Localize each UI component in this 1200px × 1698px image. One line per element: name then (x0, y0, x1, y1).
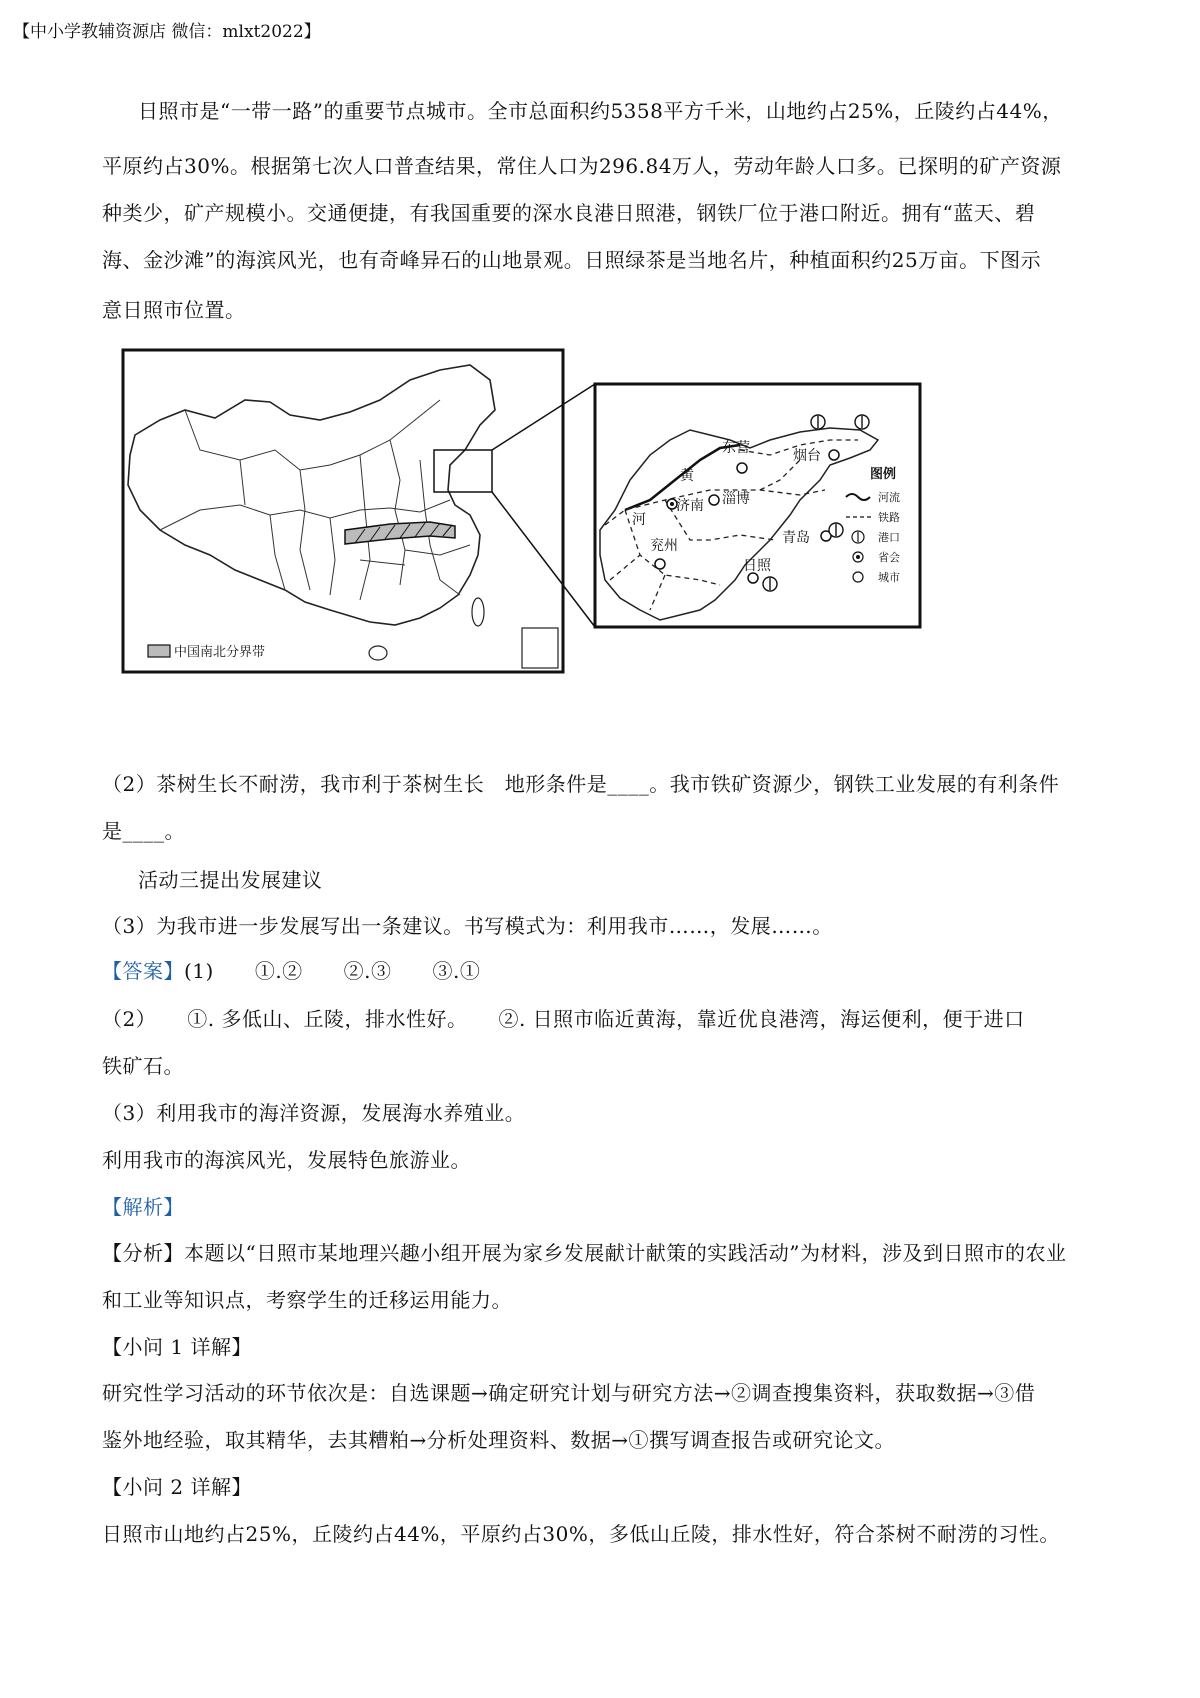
legend-title: 图例 (870, 467, 897, 482)
intro-line-4: 海、金沙滩”的海滨风光，也有奇峰异石的山地景观。日照绿茶是当地名片，种植面积约25万亩。下图示 (102, 248, 1042, 272)
label-huang: 黄 (680, 468, 694, 484)
south-sea-inset (522, 628, 558, 668)
answer-line-2: （2） ①. 多低山、丘陵，排水性好。 ②. 日照市临近黄海，靠近优良港湾，海运便利，便于进口 (102, 1007, 1025, 1031)
legend-city-swatch (853, 572, 863, 582)
analysis-label: 【解析】 (102, 1195, 184, 1219)
question-2-line-1: （2）茶树生长不耐涝，我市利于茶树生长 地形条件是____。我市铁矿资源少，钢铁工业发展的有利条件 (102, 772, 1060, 796)
answer-line-3: 铁矿石。 (102, 1054, 184, 1078)
analysis-fenxi-line-2: 和工业等知识点，考察学生的迁移运用能力。 (102, 1288, 512, 1312)
sub-question-1-line-2: 鉴外地经验，取其精华，去其糟粕→分析处理资料、数据→①撰写调查报告或研究论文。 (102, 1428, 896, 1452)
legend-river-label: 河流 (878, 491, 900, 504)
label-he: 河 (632, 512, 646, 528)
legend-city-label: 城市 (878, 571, 900, 584)
label-qingdao: 青岛 (782, 530, 810, 546)
boundary-legend-swatch (148, 645, 170, 657)
china-map-frame (123, 350, 563, 672)
label-yantai: 烟台 (793, 448, 821, 464)
boundary-legend-label: 中国南北分界带 (174, 645, 266, 660)
question-2-line-2: 是____。 (102, 819, 185, 843)
taiwan-island (472, 598, 484, 626)
answer-line-1 (102, 955, 480, 984)
city-zibo-marker (709, 495, 719, 505)
answer-part-1: (1) ①.② ②.③ ③.① (184, 959, 481, 983)
answer-line-5: 利用我市的海滨风光，发展特色旅游业。 (102, 1148, 471, 1172)
label-yanzhou: 兖州 (650, 538, 678, 554)
sub-question-1-line-1: 研究性学习活动的环节依次是：自选课题→确定研究计划与研究方法→②调查搜集资料，获取数据→③借 (102, 1381, 1036, 1405)
activity-3-heading: 活动三提出发展建议 (138, 868, 323, 892)
label-jinan: 济南 (676, 498, 704, 514)
intro-line-2: 平原约占30%。根据第七次人口普查结果，常住人口为296.84万人，劳动年龄人口多。已探明的矿产资源 (102, 154, 1062, 178)
label-dongying: 东营 (722, 440, 750, 456)
label-zibo: 淄博 (722, 491, 750, 507)
location-map-figure (0, 340, 1200, 680)
intro-line-1: 日照市是“一带一路”的重要节点城市。全市总面积约5358平方千米，山地约占25%，丘陵约占44%， (138, 99, 1063, 123)
intro-line-3: 种类少，矿产规模小。交通便捷，有我国重要的深水良港日照港，钢铁厂位于港口附近。拥有“蓝天、碧 (102, 201, 1036, 225)
hainan-island (369, 646, 387, 660)
analysis-fenxi-line-1: 【分析】本题以“日照市某地理兴趣小组开展为家乡发展献计献策的实践活动”为材料，涉及到日照市的农业 (102, 1241, 1067, 1265)
answer-label: 【答案】 (102, 959, 184, 983)
sub-question-2-title: 【小问 2 详解】 (102, 1475, 252, 1499)
intro-line-5: 意日照市位置。 (102, 298, 246, 322)
legend-port-label: 港口 (878, 531, 900, 544)
page-header: 【中小学教辅资源店 微信：mlxt2022】 (13, 22, 321, 42)
answer-line-4: （3）利用我市的海洋资源，发展海水养殖业。 (102, 1101, 526, 1125)
city-rizhao-marker (748, 573, 758, 583)
sub-question-2-text: 日照市山地约占25%，丘陵约占44%，平原约占30%，多低山丘陵，排水性好，符合茶树不耐涝的习性。 (102, 1522, 1060, 1546)
legend-capital-label: 省会 (878, 551, 900, 564)
shandong-inset-frame (595, 384, 920, 627)
legend-railway-label: 铁路 (878, 511, 900, 524)
city-yanzhou-marker (655, 559, 665, 569)
label-rizhao: 日照 (743, 558, 771, 574)
sub-question-1-title: 【小问 1 详解】 (102, 1335, 252, 1359)
city-dongying-marker (737, 463, 747, 473)
city-yantai-marker (829, 450, 839, 460)
question-3: （3）为我市进一步发展写出一条建议。书写模式为：利用我市……，发展……。 (102, 914, 833, 938)
capital-jinan-center (670, 502, 674, 506)
